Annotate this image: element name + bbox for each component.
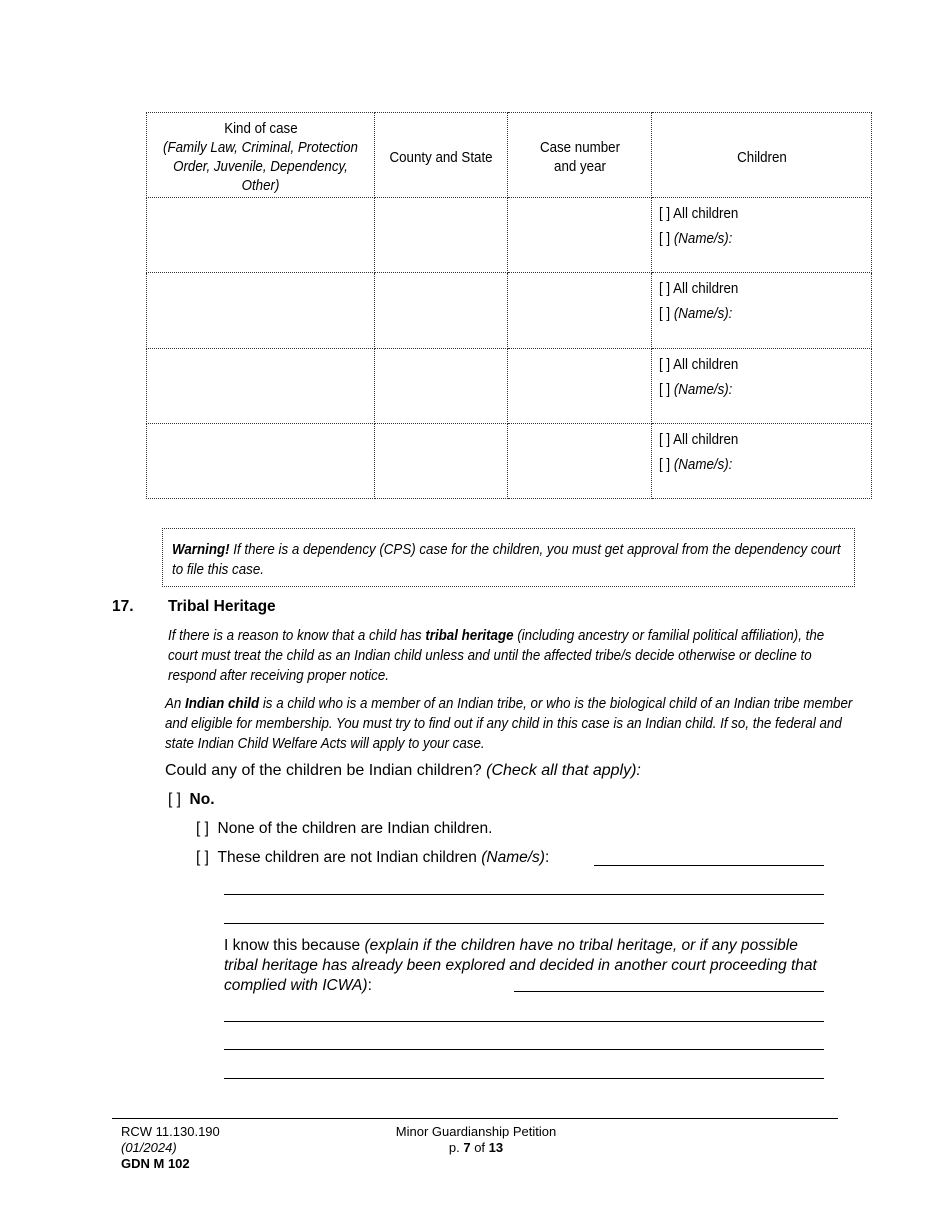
table-row xyxy=(147,198,872,273)
header-case-number: Case number and year xyxy=(508,113,652,198)
case-number-cell[interactable] xyxy=(508,273,652,348)
footer-divider xyxy=(112,1118,838,1119)
indian-child-definition: An Indian child is a child who is a member of an Indian tribe, or who is the biological child of an Indian tribe member and eligible for membership. You must try to find out if any child in this case is an Indian child. If so, the federal and state Indian Child Welfare Acts will apply to your case. xyxy=(165,696,853,752)
page-number: p. 7 of 13 xyxy=(448,1140,504,1155)
names-input-line[interactable] xyxy=(224,894,824,895)
kind-cell[interactable] xyxy=(147,198,375,273)
explanation-input-line[interactable] xyxy=(224,1049,824,1050)
all-children-checkbox[interactable]: [ ] All children xyxy=(659,431,739,448)
names-checkbox[interactable]: [ ] (Name/s): xyxy=(659,306,733,323)
footer-center xyxy=(370,1124,582,1156)
none-indian-checkbox[interactable]: [ ] None of the children are Indian children. xyxy=(196,820,493,837)
names-checkbox[interactable]: [ ] (Name/s): xyxy=(659,456,733,473)
case-number-cell[interactable] xyxy=(508,348,652,423)
children-cell xyxy=(652,198,872,273)
table-row xyxy=(147,273,872,348)
names-input-line[interactable] xyxy=(224,923,824,924)
section-number: 17. xyxy=(112,598,134,615)
explanation-input-line[interactable] xyxy=(224,1021,824,1022)
warning-label: Warning! xyxy=(172,542,230,558)
table-row xyxy=(147,423,872,498)
footer-rcw: RCW 11.130.190 xyxy=(121,1124,220,1139)
explanation-input-line[interactable] xyxy=(224,1078,824,1079)
kind-cell[interactable] xyxy=(147,423,375,498)
no-checkbox[interactable]: [ ] No. xyxy=(168,791,215,808)
header-kind-sub: (Family Law, Criminal, Protection Order, Juvenile, Dependency, Other) xyxy=(163,140,358,195)
not-indian-names-checkbox[interactable]: [ ] These children are not Indian children (Name/s): xyxy=(196,849,550,866)
county-cell[interactable] xyxy=(375,198,508,273)
tribal-heritage-paragraph: If there is a reason to know that a child has tribal heritage (including ancestry or familial political affiliation), the court must treat the child as an Indian child unless and until the affected tribe/s decide otherwise or decline to respond after receiving proper notice. xyxy=(168,628,825,684)
names-input-line[interactable] xyxy=(594,865,824,866)
table-row xyxy=(147,348,872,423)
header-county-state: County and State xyxy=(375,113,508,198)
kind-cell[interactable] xyxy=(147,348,375,423)
header-children: Children xyxy=(652,113,872,198)
footer-left xyxy=(121,1124,220,1172)
warning-text: If there is a dependency (CPS) case for the children, you must get approval from the dependency court to file this case. xyxy=(172,542,841,578)
footer-date: (01/2024) xyxy=(121,1140,177,1155)
case-number-cell[interactable] xyxy=(508,198,652,273)
section-title: Tribal Heritage xyxy=(168,598,276,615)
county-cell[interactable] xyxy=(375,273,508,348)
explanation-prompt: I know this because (explain if the children have no tribal heritage, or if any possible tribal heritage has already been explored and decided in another court proceeding that complied with ICWA): xyxy=(224,937,817,994)
explanation-input-line[interactable] xyxy=(514,991,824,992)
footer-title: Minor Guardianship Petition xyxy=(395,1124,557,1139)
header-kind-of-case: Kind of case (Family Law, Criminal, Protection Order, Juvenile, Dependency, Other) xyxy=(147,113,375,198)
footer-form-id: GDN M 102 xyxy=(121,1156,190,1171)
all-children-checkbox[interactable]: [ ] All children xyxy=(659,281,739,298)
county-cell[interactable] xyxy=(375,423,508,498)
all-children-checkbox[interactable]: [ ] All children xyxy=(659,206,739,223)
indian-children-question: Could any of the children be Indian children? (Check all that apply): xyxy=(165,762,641,779)
warning-box xyxy=(162,528,855,587)
children-cell xyxy=(652,273,872,348)
prior-cases-table xyxy=(146,112,872,499)
table-header-row xyxy=(147,113,872,198)
county-cell[interactable] xyxy=(375,348,508,423)
children-cell xyxy=(652,348,872,423)
kind-cell[interactable] xyxy=(147,273,375,348)
all-children-checkbox[interactable]: [ ] All children xyxy=(659,356,739,373)
case-number-cell[interactable] xyxy=(508,423,652,498)
names-checkbox[interactable]: [ ] (Name/s): xyxy=(659,231,733,248)
names-checkbox[interactable]: [ ] (Name/s): xyxy=(659,381,733,398)
children-cell xyxy=(652,423,872,498)
